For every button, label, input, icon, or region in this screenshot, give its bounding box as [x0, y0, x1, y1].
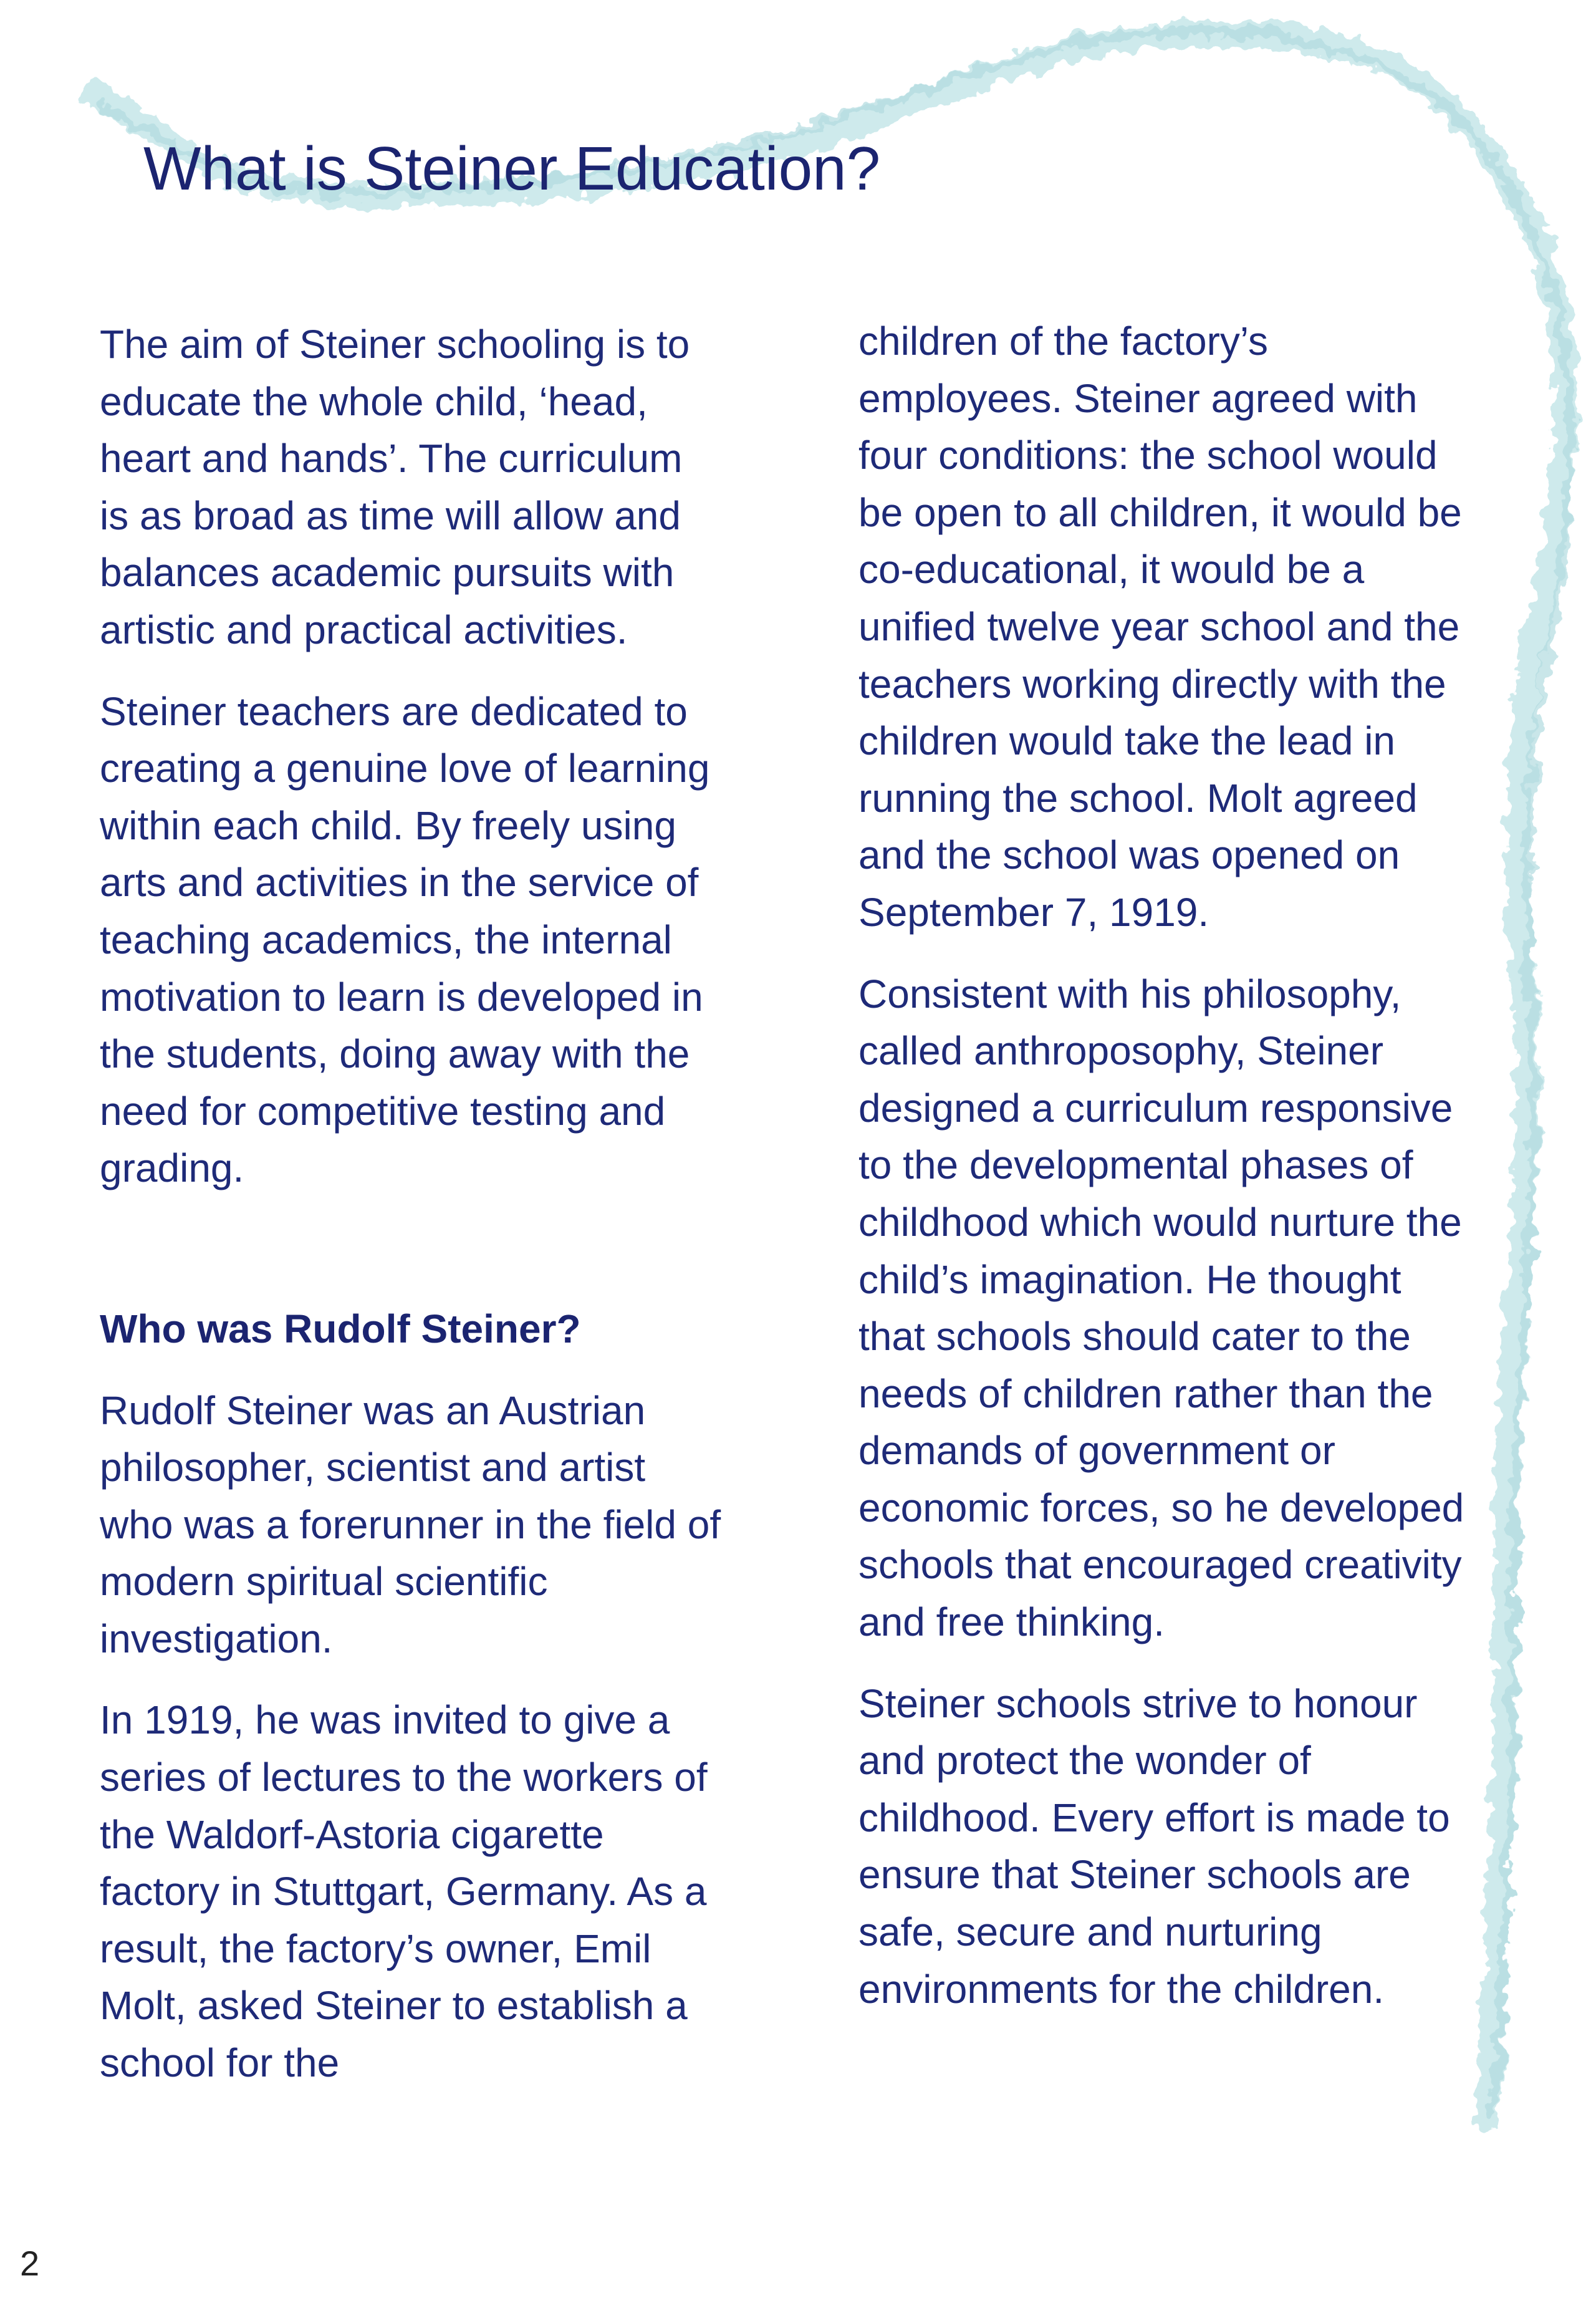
- page-title: What is Steiner Education?: [143, 134, 881, 203]
- section-heading: Who was Rudolf Steiner?: [100, 1306, 581, 1351]
- biography-paragraph: Rudolf Steiner was an Austrian philosopher, scientist and artist who was a forerunner in the field of modern spiritual scientific investigation.: [100, 1387, 721, 1661]
- teachers-paragraph: Steiner teachers are dedicated to creating a genuine love of learning within each child. By freely using arts and activities in the service of teaching academics, the internal motivation to learn is developed in the students, doing away with the need for competitive testing and grading.: [100, 688, 710, 1191]
- closing-paragraph: Steiner schools strive to honour and protect the wonder of childhood. Every effort is made to ensure that Steiner schools are safe, secure and nurturing environments for the children.: [858, 1681, 1450, 2012]
- intro-paragraph: The aim of Steiner schooling is to educate the whole child, ‘head, heart and hands’. The curriculum is as broad as time will allow and balances academic pursuits with artistic and practical activities.: [100, 322, 690, 652]
- left-column: [100, 316, 867, 2092]
- philosophy-paragraph: Consistent with his philosophy, called anthroposophy, Steiner designed a curriculum responsive to the developmental phases of childhood which would nurture the child’s imagination. He thought that schools should cater to the needs of children rather than the demands of government or economic forces, so he developed schools that encouraged creativity and free thinking.: [858, 971, 1464, 1645]
- history-paragraph: In 1919, he was invited to give a series of lectures to the workers of the Waldorf-Astoria cigarette factory in Stuttgart, Germany. As a result, the factory’s owner, Emil Molt, asked Steiner to establish a school for the: [100, 1697, 708, 2086]
- history-continued-paragraph: children of the factory’s employees. Steiner agreed with four conditions: the school would be open to all children, it would be co-educational, it would be a unified twelve year school and the teachers working directly with the children would take the lead in running the school. Molt agreed and the school was opened on September 7, 1919.: [858, 319, 1462, 935]
- page-number: 2: [20, 2244, 40, 2283]
- right-column: [858, 313, 1596, 2018]
